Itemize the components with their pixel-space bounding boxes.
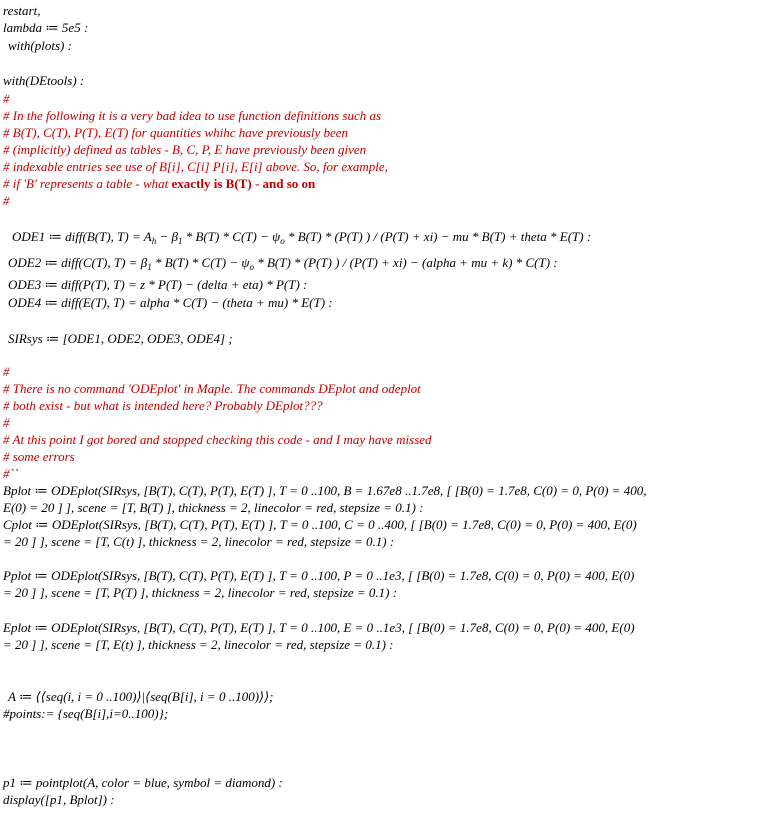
code-line-ode4[interactable] xyxy=(8,295,333,311)
code-line-bplot1[interactable]: Bplot ≔ ODEplot(SIRsys, [B(T), C(T), P(T), E(T) ], T = 0 ..100, B = 1.67e8 ..1.7e8, [ [B(0) = 1.7e8, C(0) = 0, P(0) = 400, xyxy=(3,483,647,498)
ode3-text: ODE3 ≔ diff(P(T), T) = z * P(T) − (delta + eta) * P(T) : xyxy=(8,277,308,292)
ode1-rest: * B(T) * (P(T) ) / (P(T) + xi) − mu * B(T) + theta * E(T) : xyxy=(284,229,592,244)
comment-line-d3[interactable]: # both exist - but what is intended here? Probably DEplot??? xyxy=(3,398,323,413)
ode1-lhs: ODE1 ≔ diff(B(T), T) = A xyxy=(12,229,152,244)
code-line-points[interactable]: #points:= {seq(B[i],i=0..100)}; xyxy=(3,706,169,721)
code-line-restart[interactable]: restart, xyxy=(3,3,41,18)
ode2-sub-o: o xyxy=(249,262,254,272)
comment-text: # if 'B' represents a table - what xyxy=(3,176,172,191)
comment-line-d1[interactable]: # xyxy=(3,364,10,379)
comment-line-c7[interactable]: # xyxy=(3,193,10,208)
ode2-mid: * B(T) * C(T) − ψ xyxy=(151,255,250,270)
comment-bold-text: exactly is B(T) xyxy=(171,176,252,191)
ode4-text: ODE4 ≔ diff(E(T), T) = alpha * C(T) − (theta + mu) * E(T) : xyxy=(8,295,333,310)
code-line-eplot1[interactable]: Eplot ≔ ODEplot(SIRsys, [B(T), C(T), P(T), E(T) ], T = 0 ..100, E = 0 ..1e3, [ [B(0) = 1.7e8, C(0) = 0, P(0) = 400, E(0) xyxy=(3,620,635,635)
ode2-lhs: ODE2 ≔ diff(C(T), T) = β xyxy=(8,255,148,270)
comment-line-d2[interactable]: # There is no command 'ODEplot' in Maple. The commands DEplot and odeplot xyxy=(3,381,421,396)
ode2-rest: * B(T) * (P(T) ) / (P(T) + xi) − (alpha + mu + k) * C(T) : xyxy=(253,255,558,270)
ode1-sub-o: o xyxy=(280,236,285,246)
code-line-cplot2[interactable]: = 20 ] ], scene = [T, C(t) ], thickness = 2, linecolor = red, stepsize = 0.1) : xyxy=(3,534,395,549)
code-line-with-detools[interactable]: with(DEtools) : xyxy=(3,73,85,88)
comment-line-c2[interactable]: # In the following it is a very bad idea to use function definitions such as xyxy=(3,108,382,123)
code-line-aseq[interactable]: A ≔ ⟨⟨seq(i, i = 0 ..100)⟩|⟨seq(B[i], i = 0 ..100)⟩⟩; xyxy=(8,689,274,704)
code-line-p1[interactable]: p1 ≔ pointplot(A, color = blue, symbol = diamond) : xyxy=(3,775,283,790)
ode1-sub-h: h xyxy=(151,236,157,246)
code-line-lambda[interactable]: lambda ≔ 5e5 : xyxy=(3,20,89,35)
comment-line-d5[interactable]: # At this point I got bored and stopped checking this code - and I may have missed xyxy=(3,432,432,447)
comment-line-d4[interactable]: # xyxy=(3,415,10,430)
comment-line-c4[interactable]: # (implicitly) defined as tables - B, C, P, E have previously been given xyxy=(3,142,367,157)
code-line-eplot2[interactable]: = 20 ] ], scene = [T, E(t) ], thickness = 2, linecolor = red, stepsize = 0.1) : xyxy=(3,637,394,652)
ode1-sub-1: 1 xyxy=(177,236,183,246)
comment-text: - and so on xyxy=(251,176,316,191)
comment-line-c3[interactable]: # B(T), C(T), P(T), E(T) for quantities whihc have previously been xyxy=(3,125,349,140)
code-line-bplot2[interactable]: E(0) = 20 ] ], scene = [T, B(T) ], thickness = 2, linecolor = red, stepsize = 0.1) : xyxy=(3,500,424,515)
ode2-sub-1: 1 xyxy=(147,262,152,272)
code-line-pplot2[interactable]: = 20 ] ], scene = [T, P(T) ], thickness = 2, linecolor = red, stepsize = 0.1) : xyxy=(3,585,398,600)
code-line-ode3[interactable] xyxy=(8,277,307,293)
code-line-ode1[interactable] xyxy=(12,229,591,249)
code-line-with-plots[interactable]: with(plots) : xyxy=(8,38,72,53)
ode1-mid: − β xyxy=(156,229,178,244)
ode1-mid: * B(T) * C(T) − ψ xyxy=(182,229,281,244)
code-line-pplot1[interactable]: Pplot ≔ ODEplot(SIRsys, [B(T), C(T), P(T), E(T) ], T = 0 ..100, P = 0 ..1e3, [ [B(0) = 1.7e8, C(0) = 0, P(0) = 400, E(0) xyxy=(3,568,635,583)
code-line-display[interactable]: display([p1, Bplot]) : xyxy=(3,792,115,807)
comment-line-d7[interactable]: #`` xyxy=(3,466,19,481)
code-line-sirsys[interactable]: SIRsys ≔ [ODE1, ODE2, ODE3, ODE4] ; xyxy=(8,331,233,346)
code-line-ode2[interactable] xyxy=(8,255,558,275)
comment-line xyxy=(3,176,315,192)
comment-line-d6[interactable]: # some errors xyxy=(3,449,75,464)
comment-line-c1[interactable]: # xyxy=(3,91,10,106)
code-line-cplot1[interactable]: Cplot ≔ ODEplot(SIRsys, [B(T), C(T), P(T), E(T) ], T = 0 ..100, C = 0 ..400, [ [B(0) = 1.7e8, C(0) = 0, P(0) = 400, E(0) xyxy=(3,517,637,532)
comment-line-c5[interactable]: # indexable entries see use of B[i], C[i] P[i], E[i] above. So, for example, xyxy=(3,159,388,174)
